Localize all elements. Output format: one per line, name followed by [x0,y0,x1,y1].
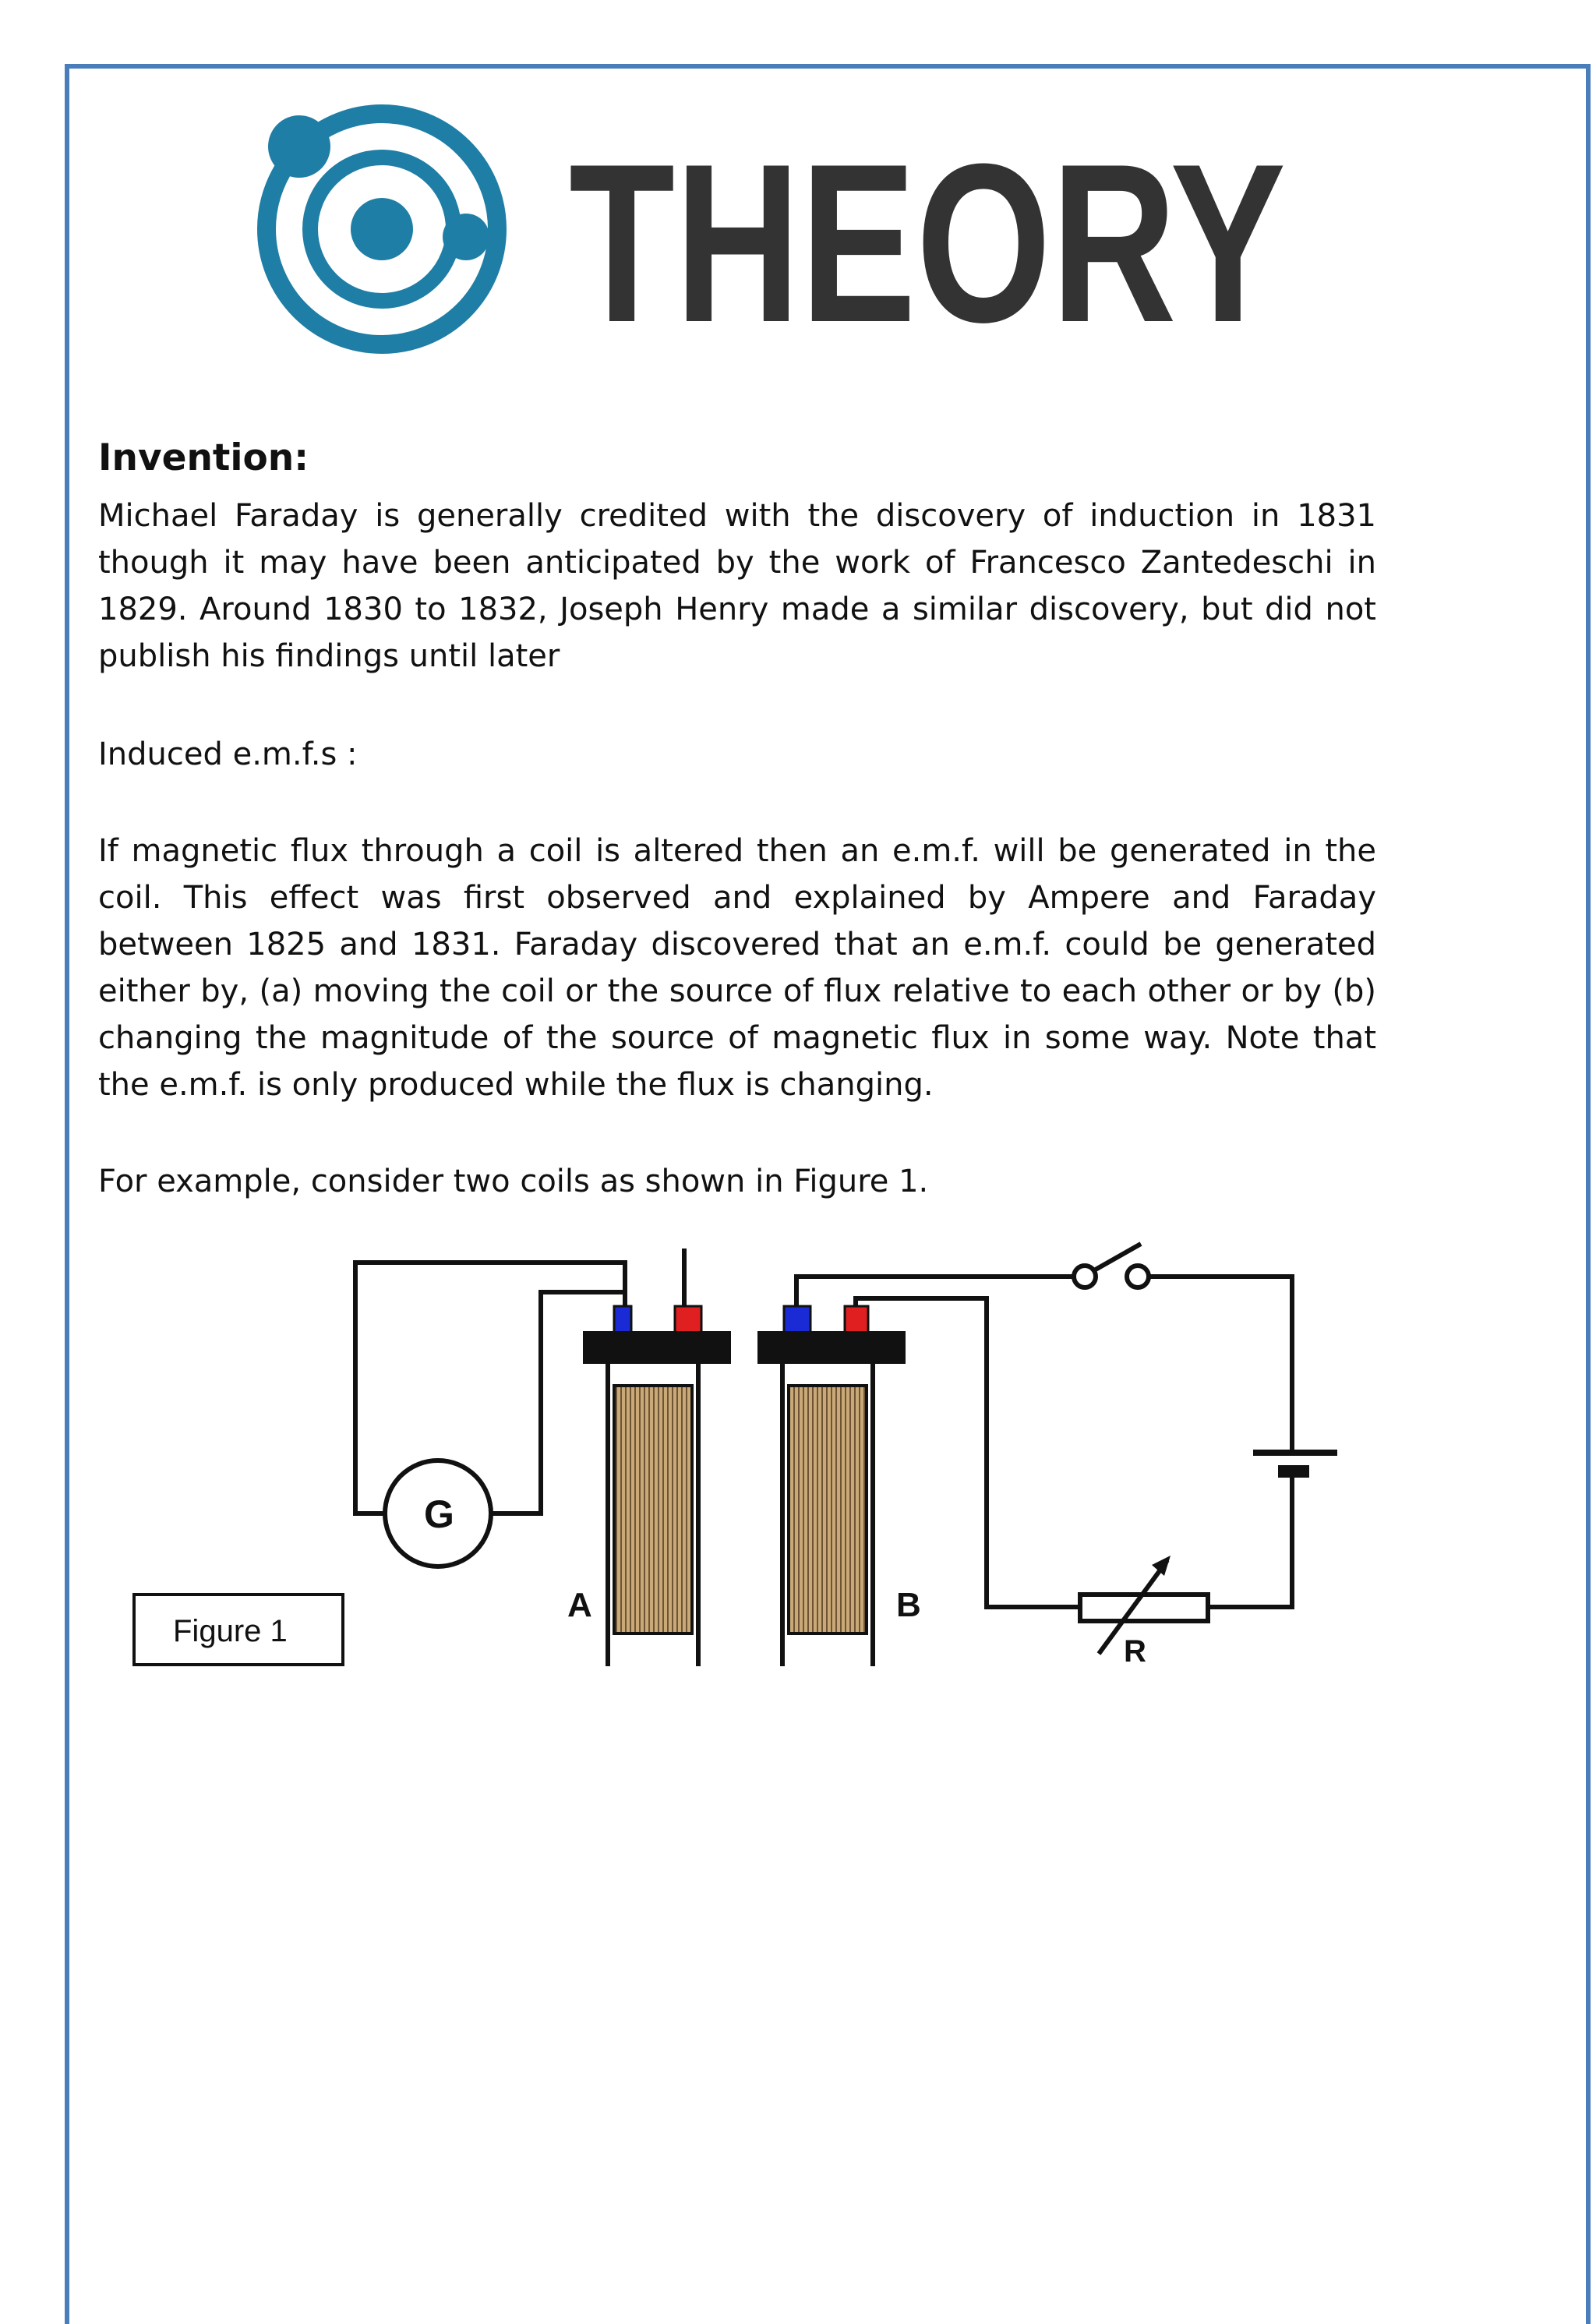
coil-a-label: A [567,1586,592,1624]
galvanometer-label: G [424,1492,454,1536]
circuit-svg [125,1233,1356,1677]
paragraph-invention: Michael Faraday is generally credited with the discovery of induction in 1831 though it may have been anticipated by the work of Francesco Zantedeschi in 1829. Around 1830 to 1832, Joseph Henry made a similar discovery, but did not publish his findings until later [98,498,1376,674]
subheading-induced-emf: Induced e.m.f.s : [98,736,358,772]
section-heading: Invention: [98,436,309,479]
paragraph-induced-emf: If magnetic flux through a coil is altered then an e.m.f. will be generated in the coil. This effect was first observed and explained by Ampere and Faraday between 1825 and 1831. Faraday discovered that an e.m.f. could be generated either by, (a) moving the coil or the source of flux relative to each other or by (b) changing the magnitude of the source of magnetic flux in some way. Note that the e.m.f. is only produced while the flux is changing. [98,833,1376,1103]
switch [1074,1244,1149,1287]
coil-b-label: B [896,1586,921,1624]
paragraph-example: For example, consider two coils as shown in Figure 1. [98,1164,929,1199]
coil-b-terminal-negative [784,1306,810,1333]
orbit-atom-icon [267,114,497,344]
coil-b [757,1306,906,1666]
figure-caption: Figure 1 [173,1614,288,1648]
resistor-label: R [1124,1634,1146,1669]
logo-wordmark: THEORY [569,117,1286,369]
coil-a-terminal-negative [614,1306,631,1333]
coil-b-terminal-positive [845,1306,868,1333]
theory-logo-graphic [257,95,1294,369]
battery [1253,1453,1337,1478]
theory-logo [257,95,1294,369]
figure-1-circuit-diagram [125,1233,1356,1677]
coil-a [583,1306,731,1666]
coil-a-terminal-positive [675,1306,701,1333]
